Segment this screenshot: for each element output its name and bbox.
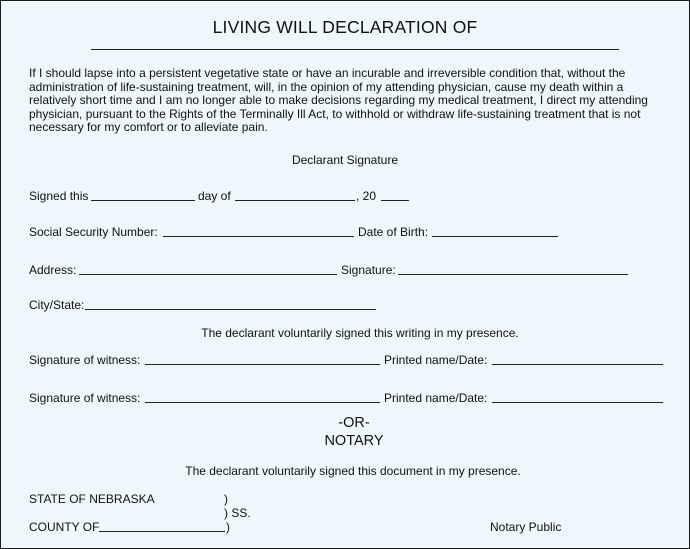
- or-label: -OR-: [338, 415, 370, 431]
- ssn-field[interactable]: [163, 236, 354, 237]
- state-label: STATE OF NEBRASKA: [29, 492, 155, 506]
- witness-2-signature-field[interactable]: [145, 402, 380, 403]
- witness-1-printed-label: Printed name/Date:: [384, 353, 488, 367]
- county-paren: ): [226, 520, 230, 534]
- address-label: Address:: [29, 263, 77, 277]
- ssn-label: Social Security Number:: [29, 225, 158, 239]
- signed-day-field[interactable]: [91, 200, 195, 201]
- dob-label: Date of Birth:: [358, 225, 429, 239]
- city-state-field[interactable]: [85, 309, 376, 310]
- ss-label: ) SS.: [224, 506, 251, 520]
- address-field[interactable]: [79, 274, 337, 275]
- notary-public-label: Notary Public: [490, 520, 562, 534]
- notary-heading: NOTARY: [324, 433, 384, 449]
- city-state-label: City/State:: [29, 298, 85, 312]
- county-field[interactable]: [99, 531, 225, 532]
- declarant-signature-label: Declarant Signature: [291, 153, 399, 167]
- witness-2-printed-label: Printed name/Date:: [384, 391, 488, 405]
- signed-this-label: Signed this: [29, 189, 89, 203]
- witness-2-printed-field[interactable]: [492, 402, 663, 403]
- declaration-paragraph: If I should lapse into a persistent vegetative state or have an incurable and irreversible condition that, without the administration of life-sustaining treatment, will, in the opinion of my attending physician, cause my death within a relatively short time and I am no longer able to make decisions regarding my medical treatment, I direct my attending physician, pursuant to the Rights of the Terminally Ill Act, to withhold or withdraw life-sustaining treatment that is not necessary for my comfort or to alleviate pain.: [29, 66, 648, 135]
- witness-statement: The declarant voluntarily signed this writing in my presence.: [201, 326, 519, 340]
- witness-1-printed-field[interactable]: [492, 364, 663, 365]
- signed-month-field[interactable]: [235, 200, 355, 201]
- signature-label: Signature:: [341, 263, 396, 277]
- witness-1-signature-label: Signature of witness:: [29, 353, 141, 367]
- day-of-label: day of: [198, 189, 231, 203]
- form-title: LIVING WILL DECLARATION OF: [212, 17, 478, 37]
- declarant-name-line[interactable]: [91, 49, 619, 50]
- witness-1-signature-field[interactable]: [145, 364, 380, 365]
- witness-2-signature-label: Signature of witness:: [29, 391, 141, 405]
- dob-field[interactable]: [432, 236, 558, 237]
- signed-year-field[interactable]: [381, 200, 409, 201]
- notary-statement: The declarant voluntarily signed this document in my presence.: [185, 464, 521, 478]
- county-label: COUNTY OF: [29, 520, 100, 534]
- year-prefix-label: , 20: [356, 189, 377, 203]
- state-paren: ): [224, 492, 228, 506]
- declarant-signature-field[interactable]: [398, 274, 628, 275]
